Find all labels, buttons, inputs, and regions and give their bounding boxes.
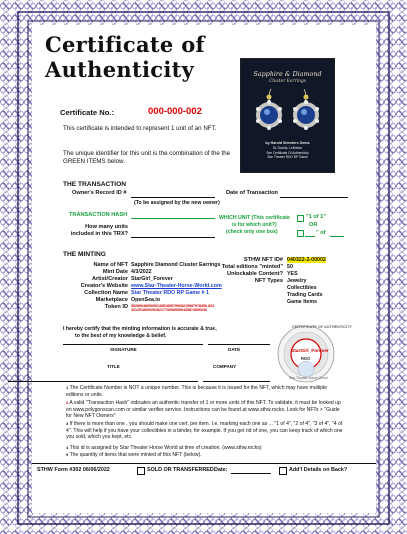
intro-text: This certificate is intended to represent 1 unit of an NFT. [63,125,217,132]
photo-subtitle: Cluster Earrings [268,79,307,84]
note-3: $^3$ If there is more than one , you should make one cert. per item. I.e. marking each one as ... "1 of 4", "2 of 4", "3 of 4", "4 of 4". This will help if you have your collectibles in a binder, for example. If you get rid of one, you can keep track of which one you sold, which you kept, etc. [66,421,343,441]
transaction-hash-line[interactable] [131,218,215,219]
nft-type-2: Collectibles [287,285,317,291]
attestation-line1: I hereby certify that the minting information is accurate & true, [63,326,217,332]
sold-label: SOLD OR TRANSFERRED. [147,467,216,473]
transaction-heading: THE TRANSACTION [63,181,127,188]
seal-center-text1: StarGirl_Forever [291,349,329,354]
certificate-number-label: Certificate No.: [60,108,115,117]
one-of-one-checkbox[interactable] [297,215,304,222]
note-5: $^5$ The quantity of items that were minted of this NFT (below). [66,452,202,458]
certificate-title-line2: Authenticity [45,57,195,82]
total-editions-label: Total editions "minted" [221,264,283,270]
of-label: " of [316,230,326,236]
details-checkbox[interactable] [279,467,287,475]
unlockable-label: Unlockable Content? [227,271,283,277]
authenticity-seal [277,325,335,383]
marketplace-label: Marketplace [95,297,128,303]
nft-type-4: Game Items [287,299,318,305]
creator-website-link[interactable]: www.Star-Theater-Horse-World.com [131,283,222,289]
how-many-line2: included in this TRX? [70,231,128,237]
photo-caption-4: Star Theater RDO RP Game [267,155,308,159]
collection-name-value: Star Theater RDO RP Game # 1 [131,290,209,296]
mint-date-label: Mint Date [102,269,128,275]
transaction-hash-label: TRANSACTION HASH [69,212,128,218]
certificate-number: 000-000-002 [148,106,202,117]
attestation-line2: to the best of my knowledge & belief. [75,333,167,339]
unit-total-line[interactable] [330,236,344,237]
date-label: DATE [228,347,241,352]
certificate-title-line1: Certificate of [45,32,205,57]
product-photo [240,58,335,173]
creator-website-label: Creator's Website [80,283,128,289]
transaction-date-line[interactable] [280,197,348,198]
nft-types-label: NFT Types [254,278,283,284]
how-many-line[interactable] [131,237,215,238]
owner-record-line[interactable] [131,197,215,198]
one-of-one-label: "1 of 1" [306,214,326,220]
or-label: OR [309,222,318,228]
sthw-id-value: 040322-2-00002 [287,257,326,263]
transaction-date-label: Date of Transaction [226,190,278,196]
minting-heading: THE MINTING [63,251,106,258]
sold-date-label: Date: [214,467,228,473]
unit-number-line[interactable] [305,236,315,237]
photo-caption-3: See Certificate Of Authenticity [266,151,309,155]
total-editions-value: 50 [287,264,293,270]
mint-date-value: 4/3/2022 [131,269,152,275]
date-line[interactable] [208,344,270,345]
note-2: $^2$ A valid "Transaction Hash" indicates an authentic transfer of 1 or more units of this NFT. To validate, it must be looked up on www.polygonscan.com or similar verifier service. Instructions can be found at www.sthw.rocks. Look for NFTs > "Guide for New NFT Owners" [66,400,341,420]
which-unit-line2: is for which unit?) [232,222,277,228]
name-of-nft-label: Name of NFT [93,262,128,268]
note-1: $^1$ The Certificate Number is NOT a unique number. This is because it is issued for the NFT, which may have multiple editions or units. [66,385,327,398]
artist-value: StarGirl_Forever [131,276,173,282]
sold-checkbox[interactable] [137,467,145,475]
company-label: COMPANY [213,364,237,369]
artist-label: Artist/Creator [91,276,128,282]
which-unit-line1: WHICH UNIT (This certificate [219,215,290,221]
owner-record-note: (To be assigned by the new owner) [134,200,220,206]
name-of-nft-value: Sapphire Diamond Cluster Earrings [131,262,221,268]
unlockable-value: YES [287,271,298,277]
sold-date-line[interactable] [231,473,271,474]
photo-title: Sapphire & Diamond [253,70,322,78]
collection-name-label: Collection Name [84,290,128,296]
seal-center-text2: RDO [301,356,311,361]
company-line[interactable] [203,381,270,382]
details-label: Add'l Details on Back? [289,467,348,473]
photo-caption-2: St. Davids, LeBreton [272,146,303,150]
seal-ring-text: CERTIFICATE OF AUTHENTICITY [292,325,352,329]
signature-label: SIGNATURE [110,347,137,352]
sthw-id-label: STHW NFT ID# [243,257,283,263]
note-4: $^4$ This id is assigned by Star Theater Horse World at time of creation. (www.sthw.rocks) [66,445,262,451]
how-many-line1: How many units [85,224,128,230]
n-of-total-checkbox[interactable] [297,230,304,237]
owner-record-label: Owner's Record ID # [72,190,127,196]
title-line[interactable] [8,381,198,382]
footer-divider [32,463,376,464]
unique-identifier-text: The unique identifier for this unit is the combination of the the GREEN ITEMS below. [63,150,231,165]
marketplace-value: OpenSea.io [131,297,161,303]
token-id-value: 55289948090991395189579968215987978456-82332125180092928217706989556435874896636 [131,304,215,313]
form-number: STHW Form #302 06/06/2022 [37,467,110,473]
title-label: TITLE [107,364,120,369]
seal-bottom-text: Star Theater Horse World [289,376,328,380]
which-unit-line3: (check only one box) [226,229,278,235]
photo-caption-1: by Harold Streeters Gems [265,141,310,145]
nft-type-1: Jewelry [287,278,307,284]
nft-type-3: Trading Cards [287,292,323,298]
token-id-label: Token ID [104,304,128,310]
signature-line[interactable] [63,344,203,345]
